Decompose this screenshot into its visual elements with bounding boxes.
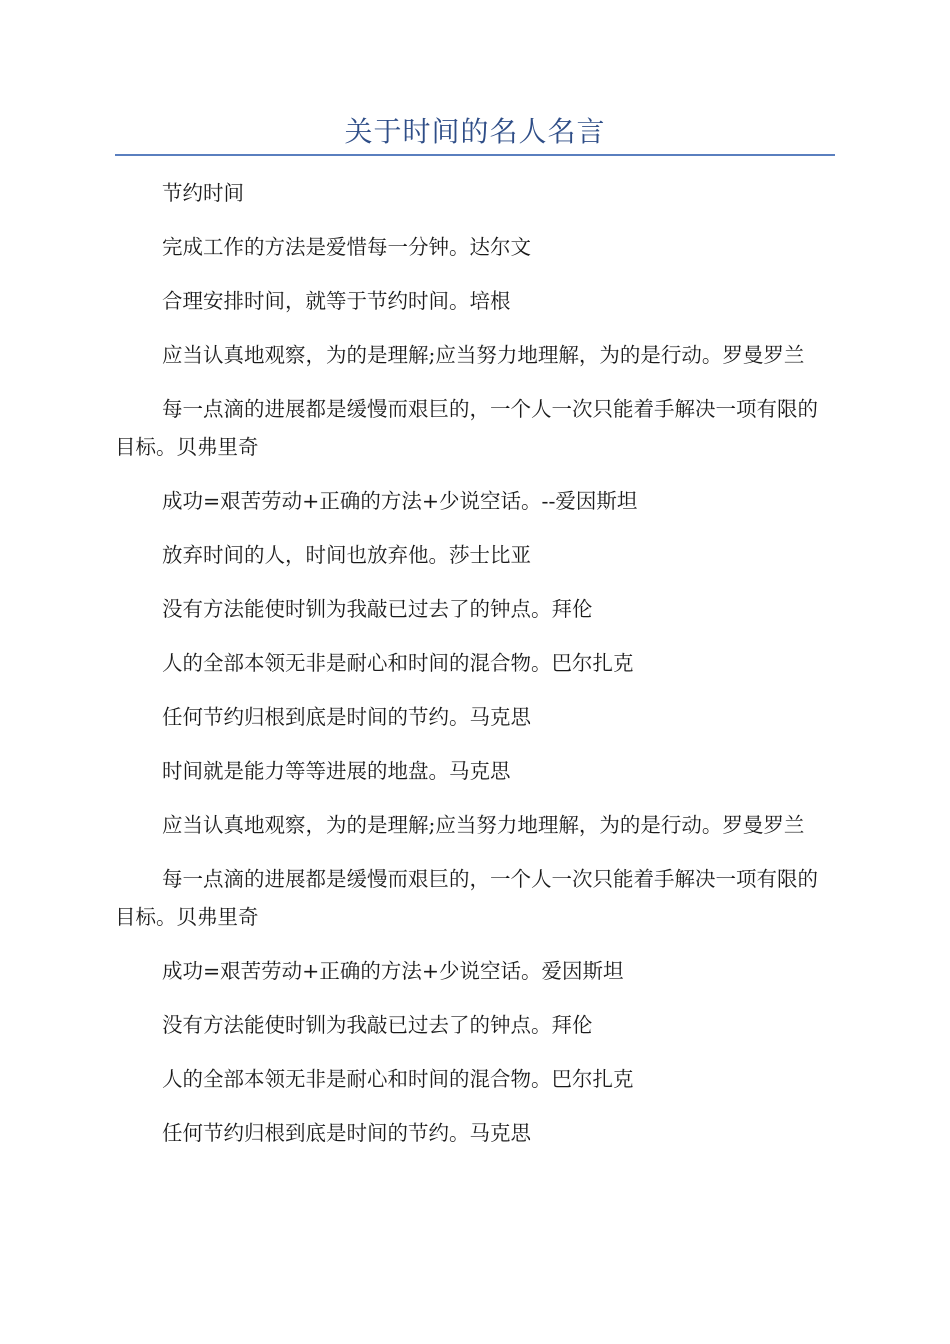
paragraph-quote: 人的全部本领无非是耐心和时间的混合物。巴尔扎克 xyxy=(162,651,634,675)
paragraph-quote: 完成工作的方法是爱惜每一分钟。达尔文 xyxy=(162,235,531,259)
paragraph-quote: 时间就是能力等等进展的地盘。马克思 xyxy=(162,759,511,783)
title-underline xyxy=(115,154,835,156)
paragraph-section-heading: 节约时间 xyxy=(162,181,244,205)
paragraph-quote: 任何节约归根到底是时间的节约。马克思 xyxy=(162,1121,531,1145)
paragraph-quote: 没有方法能使时钏为我敲已过去了的钟点。拜伦 xyxy=(162,597,593,621)
paragraph-quote: 应当认真地观察，为的是理解;应当努力地理解，为的是行动。罗曼罗兰 xyxy=(162,813,805,837)
paragraph-quote: 成功=艰苦劳动+正确的方法+少说空话。--爱因斯坦 xyxy=(162,489,638,513)
paragraph-quote: 没有方法能使时钏为我敲已过去了的钟点。拜伦 xyxy=(162,1013,593,1037)
document-body xyxy=(115,174,835,1168)
paragraph-quote: 应当认真地观察，为的是理解;应当努力地理解，为的是行动。罗曼罗兰 xyxy=(162,343,805,367)
paragraph-quote: 合理安排时间，就等于节约时间。培根 xyxy=(162,289,511,313)
paragraph-quote: 放弃时间的人，时间也放弃他。莎士比亚 xyxy=(162,543,531,567)
document-title: 关于时间的名人名言 xyxy=(344,115,606,148)
paragraph-quote: 每一点滴的进展都是缓慢而艰巨的，一个人一次只能着手解决一项有限的目标。贝弗里奇 xyxy=(115,867,818,929)
paragraph-quote: 人的全部本领无非是耐心和时间的混合物。巴尔扎克 xyxy=(162,1067,634,1091)
paragraph-quote: 任何节约归根到底是时间的节约。马克思 xyxy=(162,705,531,729)
paragraph-quote: 每一点滴的进展都是缓慢而艰巨的，一个人一次只能着手解决一项有限的目标。贝弗里奇 xyxy=(115,397,818,459)
paragraph-quote: 成功=艰苦劳动+正确的方法+少说空话。爱因斯坦 xyxy=(162,959,624,983)
